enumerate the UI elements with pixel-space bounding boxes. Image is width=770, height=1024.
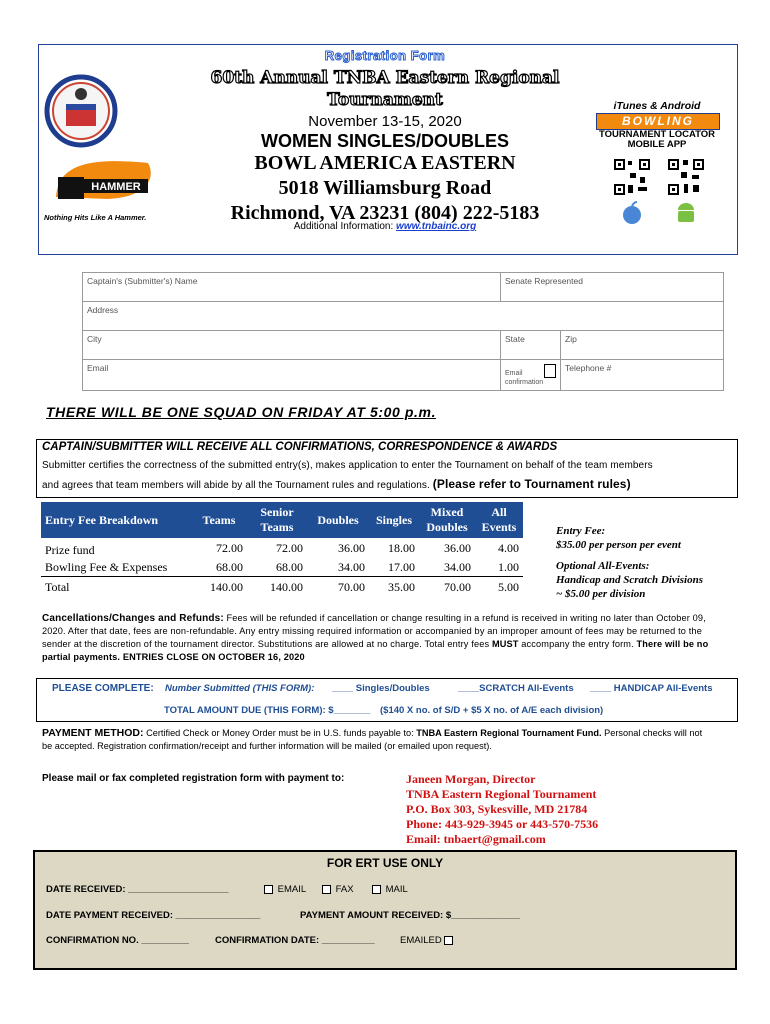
scratch-blank[interactable]: ____ <box>458 683 480 694</box>
fee-cell: 5.00 <box>498 579 519 594</box>
fee-cell: 72.00 <box>276 541 303 555</box>
ert-email-label: EMAIL <box>277 884 307 895</box>
fee-col-singles: Singles <box>369 502 419 538</box>
event-date: November 13-15, 2020 <box>308 113 462 130</box>
captain-name-field[interactable] <box>83 273 501 301</box>
squad-notice: THERE WILL BE ONE SQUAD ON FRIDAY AT 5:00 p.m. <box>46 404 437 420</box>
additional-info-label: Additional Information: <box>293 221 394 232</box>
singles-doubles-count[interactable] <box>332 683 430 694</box>
app-line1: iTunes & Android <box>613 100 701 112</box>
venue-street: 5018 Williamsburg Road <box>278 177 492 199</box>
scratch-count[interactable] <box>458 683 574 694</box>
event-title-line1: 60th Annual TNBA Eastern Regional <box>210 68 560 88</box>
state-field[interactable] <box>501 331 561 359</box>
fee-col-mixed-doubles: Mixed Doubles <box>419 502 475 538</box>
scratch-label: SCRATCH All-Events <box>479 683 574 694</box>
payment-text2: Personal checks will not be accepted. Registration confirmation/receipt and further information will be mailed (or emailed upon request). <box>42 728 703 751</box>
venue-city-phone: Richmond, VA 23231 (804) 222-5183 <box>230 202 540 224</box>
ert-confirmation-no[interactable]: CONFIRMATION NO. _________ <box>46 935 189 946</box>
android-qr-code[interactable] <box>666 157 706 197</box>
fee-col-doubles: Doubles <box>307 502 369 538</box>
fee-cell: 17.00 <box>388 560 415 574</box>
ert-emailed-label: EMAILED <box>400 935 442 946</box>
cancellation-must: MUST <box>491 639 519 649</box>
event-division: WOMEN SINGLES/DOUBLES <box>260 131 509 151</box>
fee-cell: 72.00 <box>216 541 243 555</box>
itunes-qr-code[interactable] <box>612 157 652 197</box>
fee-cell: 35.00 <box>388 579 415 594</box>
ert-emailed-checkbox[interactable] <box>444 936 453 945</box>
director-address <box>406 772 598 847</box>
payment-method <box>42 727 714 753</box>
email-confirmation-checkbox[interactable] <box>544 364 556 378</box>
entry-fee-table <box>41 502 523 597</box>
hammer-brand-text: HAMMER <box>91 181 141 193</box>
city-label: City <box>87 334 102 344</box>
additional-info <box>200 221 570 232</box>
ert-fax-label: FAX <box>335 884 354 895</box>
event-title-line2: Tournament <box>327 90 443 110</box>
apple-icon <box>621 201 643 225</box>
fee-cell: 36.00 <box>338 541 365 555</box>
fee-cell: 34.00 <box>444 560 471 574</box>
all-events-note-price: ~ $5.00 per division <box>556 588 646 600</box>
captain-notice-title: CAPTAIN/SUBMITTER WILL RECEIVE ALL CONFIRMATIONS, CORRESPONDENCE & AWARDS <box>42 441 558 453</box>
fee-col-senior-teams: Senior Teams <box>247 502 307 538</box>
zip-label: Zip <box>565 334 577 344</box>
email-field[interactable] <box>83 360 501 390</box>
fee-cell: 140.00 <box>210 579 243 594</box>
senate-label: Senate Represented <box>505 276 583 286</box>
zip-field[interactable] <box>561 331 723 359</box>
mail-instruction: Please mail or fax completed registration form with payment to: <box>42 773 345 784</box>
director-name: Janeen Morgan, Director <box>406 772 536 786</box>
fee-cell: 36.00 <box>444 541 471 555</box>
all-events-note-divisions: Handicap and Scratch Divisions <box>556 574 703 586</box>
handicap-blank[interactable]: ____ <box>590 683 612 694</box>
cancellation-text2: accompany the entry form. <box>521 639 634 649</box>
email-label: Email <box>87 363 109 373</box>
app-line3: TOURNAMENT LOCATOR <box>598 129 716 140</box>
ert-mail-label: MAIL <box>385 884 408 895</box>
entries-close-notice: There will be no partial payments. ENTRIES CLOSE ON OCTOBER 16, 2020 <box>42 639 709 662</box>
ert-email-checkbox[interactable] <box>264 885 273 894</box>
fee-row-prize <box>41 538 523 559</box>
email-confirmation-field[interactable] <box>501 360 561 390</box>
venue-name: BOWL AMERICA EASTERN <box>254 152 516 174</box>
ert-email-option[interactable] <box>264 884 306 895</box>
ert-date-payment[interactable]: DATE PAYMENT RECEIVED: ________________ <box>46 910 261 921</box>
fee-cell: 140.00 <box>270 579 303 594</box>
rules-reference: (Please refer to Tournament rules) <box>432 477 631 491</box>
payment-text: Certified Check or Money Order must be in U.S. funds payable to: <box>146 728 414 738</box>
ert-fax-checkbox[interactable] <box>322 885 331 894</box>
hammer-tagline: Nothing Hits Like A Hammer. <box>44 213 147 222</box>
captain-name-label: Captain's (Submitter's) Name <box>87 276 198 286</box>
app-line4: MOBILE APP <box>627 139 687 150</box>
address-field[interactable] <box>83 302 723 330</box>
director-phone: Phone: 443-929-3945 or 443-570-7536 <box>406 817 599 831</box>
fee-cell: 1.00 <box>498 560 519 574</box>
entry-fee-note-value: $35.00 per person per event <box>556 539 681 551</box>
cancellation-policy <box>42 612 714 664</box>
fee-cell: Total <box>45 579 70 594</box>
hammer-logo <box>48 157 158 215</box>
number-submitted-label: Number Submitted (THIS FORM): <box>165 683 315 694</box>
fee-cell: Prize fund <box>45 543 95 557</box>
website-link[interactable]: www.tnbainc.org <box>396 221 477 232</box>
director-org: TNBA Eastern Regional Tournament <box>406 787 597 801</box>
total-amount-due[interactable]: TOTAL AMOUNT DUE (THIS FORM): $_______ <box>164 705 371 716</box>
fee-cell: Bowling Fee & Expenses <box>45 560 168 574</box>
singles-doubles-label: Singles/Doubles <box>355 683 430 694</box>
ert-fax-option[interactable] <box>322 884 354 895</box>
telephone-field[interactable] <box>561 360 723 390</box>
ert-mail-checkbox[interactable] <box>372 885 381 894</box>
director-email: Email: tnbaert@gmail.com <box>406 832 546 846</box>
handicap-count[interactable] <box>590 683 713 694</box>
handicap-label: HANDICAP All-Events <box>613 683 713 694</box>
app-line2: BOWLING <box>596 113 720 130</box>
fee-row-bowling <box>41 559 523 577</box>
registration-form-title: Registration Form <box>324 48 446 63</box>
senate-field[interactable] <box>501 273 723 301</box>
total-formula: ($140 X no. of S/D + $5 X no. of A/E each division) <box>380 705 604 716</box>
payment-payee: TNBA Eastern Regional Tournament Fund. <box>416 728 602 738</box>
captain-notice-line2-text: and agrees that team members will abide by all the Tournament rules and regulations. <box>42 480 430 491</box>
address-label: Address <box>87 305 119 315</box>
state-label: State <box>505 334 525 344</box>
fee-cell: 68.00 <box>276 560 303 574</box>
fee-cell: 70.00 <box>338 579 365 594</box>
email-confirmation-label: Email confirmation <box>505 370 544 386</box>
fee-cell: 18.00 <box>388 541 415 555</box>
fee-col-teams: Teams <box>191 502 247 538</box>
all-events-note-label: Optional All-Events: <box>556 560 650 572</box>
captain-notice-line1: Submitter certifies the correctness of the submitted entry(s), makes application to enter the Tournament on behalf of the team members <box>42 460 653 471</box>
fee-cell: 68.00 <box>216 560 243 574</box>
entry-form-grid <box>82 272 724 391</box>
ert-date-received[interactable]: DATE RECEIVED: ___________________ <box>46 884 229 895</box>
director-po-box: P.O. Box 303, Sykesville, MD 21784 <box>406 802 588 816</box>
cancellation-text: Fees will be refunded if cancellation or change resulting in a refund is received in writing no later than October 09, 2020. After that date, fees are non-refundable. Any entry missing required information or accompanied by an improper amount of fees may be returned to the sender at the discretion of the tournament director. Substitutions are allowed at no charge. Total entry fees <box>42 613 706 649</box>
fee-cell: 4.00 <box>498 541 519 555</box>
cancellation-label: Cancellations/Changes and Refunds: <box>42 613 224 624</box>
ert-confirmation-date[interactable]: CONFIRMATION DATE: __________ <box>215 935 375 946</box>
fee-table-header <box>41 502 523 538</box>
android-icon <box>675 200 697 224</box>
fee-col-all-events: All Events <box>475 502 523 538</box>
fee-col-breakdown: Entry Fee Breakdown <box>41 502 191 538</box>
ert-payment-amount[interactable]: PAYMENT AMOUNT RECEIVED: $_____________ <box>300 910 520 921</box>
telephone-label: Telephone # <box>565 363 612 373</box>
captain-notice-line2 <box>42 477 631 491</box>
city-field[interactable] <box>83 331 501 359</box>
fee-cell: 70.00 <box>444 579 471 594</box>
payment-label: PAYMENT METHOD: <box>42 727 144 739</box>
entry-fee-note-label: Entry Fee: <box>556 525 606 537</box>
ert-emailed-option[interactable] <box>400 935 455 946</box>
please-complete-label: PLEASE COMPLETE: <box>52 683 154 694</box>
fee-cell: 34.00 <box>338 560 365 574</box>
tnba-seal-logo <box>44 70 118 152</box>
singles-doubles-blank[interactable]: ____ <box>332 683 354 694</box>
fee-row-total <box>41 577 523 598</box>
ert-mail-option[interactable] <box>372 884 408 895</box>
ert-title: FOR ERT USE ONLY <box>326 856 444 870</box>
